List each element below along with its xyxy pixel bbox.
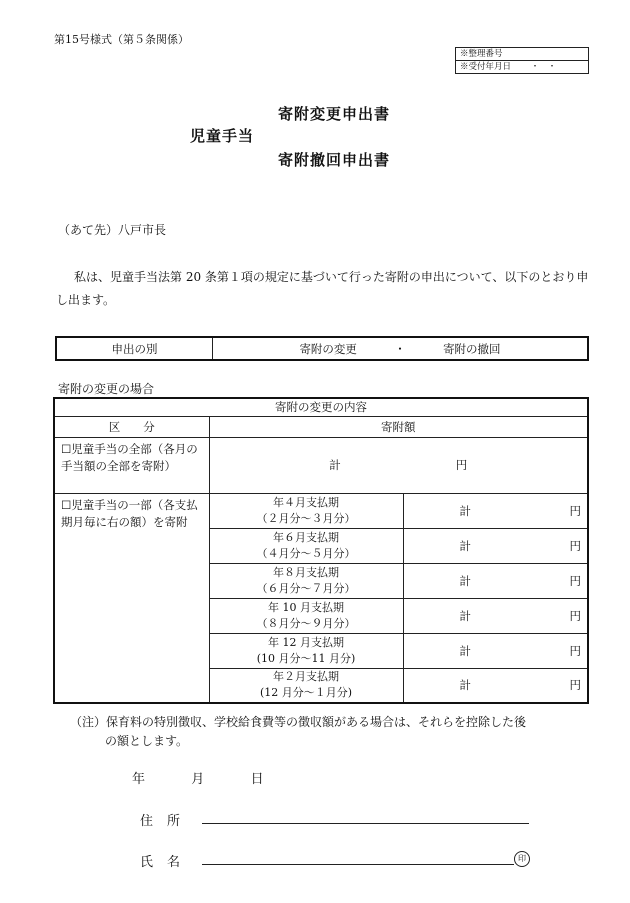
form-number: 第15号様式（第５条関係） bbox=[54, 33, 189, 46]
name-input-line[interactable] bbox=[202, 864, 514, 865]
note bbox=[70, 713, 590, 751]
ref-number-field[interactable]: ※整理番号 bbox=[460, 49, 503, 59]
category-all[interactable]: ☐児童手当の全部（各月の手当額の全部を寄附） bbox=[54, 437, 209, 493]
option-separator: ・ bbox=[394, 341, 406, 356]
period-5: 年 12 月支払期 (10 月分～11 月分) bbox=[209, 633, 403, 668]
request-type-options bbox=[213, 337, 589, 360]
amount-cell-3[interactable]: 計 円 bbox=[403, 563, 588, 598]
amount-cell-4[interactable]: 計 円 bbox=[403, 598, 588, 633]
total-label: 計 bbox=[329, 458, 341, 472]
title-withdraw: 寄附撤回申出書 bbox=[278, 151, 391, 169]
change-details-table bbox=[53, 397, 589, 704]
period-6: 年２月支払期 (12 月分～１月分) bbox=[209, 668, 403, 703]
amount-cell-1[interactable]: 計 円 bbox=[403, 493, 588, 528]
date-day: 日 bbox=[250, 772, 264, 787]
period-4: 年 10 月支払期 （８月分～９月分） bbox=[209, 598, 403, 633]
seal-icon: 印 bbox=[514, 851, 530, 867]
request-type-label: 申出の別 bbox=[56, 337, 213, 360]
col-amount: 寄附額 bbox=[209, 416, 588, 437]
title-change: 寄附変更申出書 bbox=[278, 105, 391, 123]
period-1: 年４月支払期 （２月分～３月分） bbox=[209, 493, 403, 528]
category-partial[interactable]: ☐児童手当の一部（各支払期月毎に右の額）を寄附 bbox=[54, 493, 209, 703]
option-withdraw[interactable]: 寄附の撤回 bbox=[443, 341, 501, 356]
title-prefix: 児童手当 bbox=[190, 127, 255, 145]
office-use-box bbox=[455, 47, 589, 74]
table-header: 寄附の変更の内容 bbox=[54, 398, 588, 416]
yen-label: 円 bbox=[455, 458, 468, 472]
period-3: 年８月支払期 （６月分～７月分） bbox=[209, 563, 403, 598]
received-date-field[interactable]: ※受付年月日 ・ ・ bbox=[456, 60, 588, 73]
amount-cell-2[interactable]: 計 円 bbox=[403, 528, 588, 563]
change-section-label: 寄附の変更の場合 bbox=[58, 382, 155, 396]
amount-cell-6[interactable]: 計 円 bbox=[403, 668, 588, 703]
address-input-line[interactable] bbox=[202, 823, 529, 824]
name-label: 氏名 bbox=[140, 855, 195, 870]
date-month: 月 bbox=[191, 772, 205, 787]
table-row bbox=[54, 493, 588, 528]
intro-text: 私は、児童手当法第 20 条第１項の規定に基づいて行った寄附の申出について、以下のとおり申し出ます。 bbox=[56, 270, 589, 307]
note-line-2: の額とします。 bbox=[105, 734, 189, 748]
col-category: 区 分 bbox=[54, 416, 209, 437]
date-year: 年 bbox=[132, 772, 146, 787]
option-change[interactable]: 寄附の変更 bbox=[299, 341, 357, 356]
amount-cell-5[interactable]: 計 円 bbox=[403, 633, 588, 668]
date-field[interactable] bbox=[132, 768, 264, 787]
address-label: 住所 bbox=[140, 814, 195, 829]
period-2: 年６月支払期 （４月分～５月分） bbox=[209, 528, 403, 563]
addressee: （あて先）八戸市長 bbox=[58, 223, 167, 237]
note-line-1: （注）保育料の特別徴収、学校給食費等の徴収額がある場合は、それらを控除した後 bbox=[70, 715, 527, 729]
amount-all-cell[interactable] bbox=[209, 437, 588, 493]
request-type-table bbox=[55, 336, 589, 361]
